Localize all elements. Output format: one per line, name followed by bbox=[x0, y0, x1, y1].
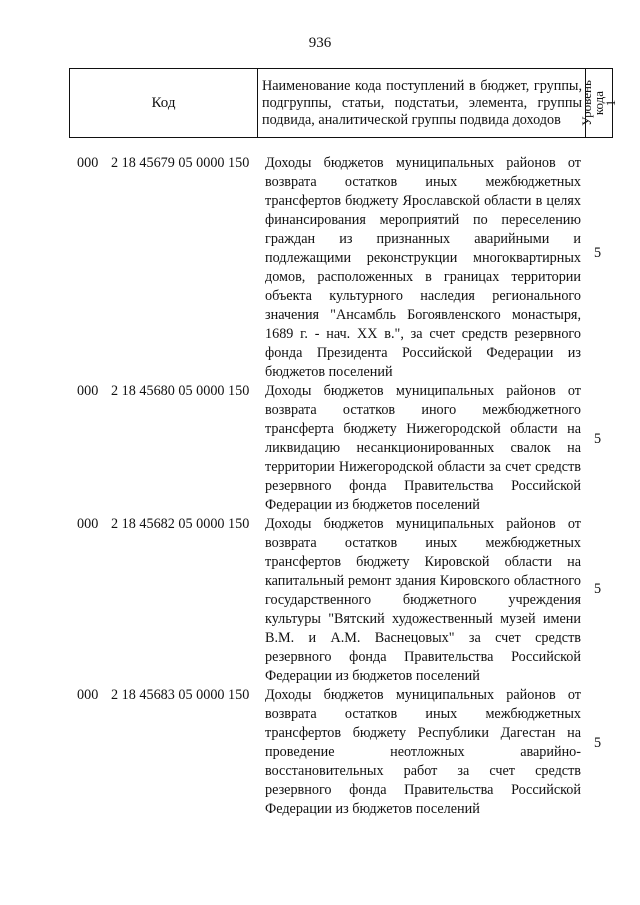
row-description: Доходы бюджетов муниципальных районов от возврата остатков иных межбюджетных трансфертов бюджету Республики Дагестан на проведение неотложных аварийно-восстановительных работ за счет средств резервного фонда Правительства Российской Федерации из бюджетов поселений bbox=[265, 687, 581, 817]
table-row bbox=[0, 686, 640, 819]
header-level-line1: Уровень bbox=[579, 80, 594, 126]
income-code: 2 18 45680 05 0000 150 bbox=[111, 383, 250, 399]
row-code bbox=[77, 154, 249, 173]
row-level: 5 bbox=[594, 581, 602, 597]
table-header bbox=[69, 68, 618, 138]
row-description: Доходы бюджетов муниципальных районов от возврата остатков иных межбюджетных трансфертов бюджету Ярославской области в целях финансирования мероприятий по переселению граждан из признанных аварийными и подлежащими реконструкции многоквартирных домов, расположенных в границах территории объекта культурного наследия регионального значения "Ансамбль Богоявленского монастыря, 1689 г. - нач. XX в.", за счет средств резервного фонда Президента Российской Федерации из бюджетов поселений bbox=[265, 155, 581, 380]
row-description: Доходы бюджетов муниципальных районов от возврата остатков иных межбюджетных трансфертов бюджету Кировской области на капитальный ремонт здания Кировского областного государственного бюджетного учреждения культуры "Вятский художественный музей имени В.М. и А.М. Васнецовых" за счет средств резервного фонда Правительства Российской Федерации из бюджетов поселений bbox=[265, 516, 581, 684]
income-code: 2 18 45683 05 0000 150 bbox=[111, 687, 250, 703]
header-code: Код bbox=[70, 69, 258, 138]
table-row bbox=[0, 382, 640, 515]
row-level: 5 bbox=[594, 245, 602, 261]
header-level-line2: кода bbox=[591, 90, 606, 116]
admin-code: 000 bbox=[77, 383, 99, 399]
row-code bbox=[77, 515, 249, 534]
header-name: Наименование кода поступлений в бюджет, группы, подгруппы, статьи, подстатьи, элемента, группы подвида, аналитической группы подвида доходов bbox=[258, 69, 586, 138]
income-code: 2 18 45679 05 0000 150 bbox=[111, 155, 250, 171]
row-level: 5 bbox=[594, 735, 602, 751]
admin-code: 000 bbox=[77, 687, 99, 703]
row-level: 5 bbox=[594, 431, 602, 447]
header-level-line3: 1 bbox=[603, 99, 618, 107]
header-level bbox=[579, 69, 618, 138]
row-code bbox=[77, 382, 249, 401]
page-number: 936 bbox=[308, 35, 332, 51]
admin-code: 000 bbox=[77, 516, 99, 532]
row-code bbox=[77, 686, 249, 705]
income-code: 2 18 45682 05 0000 150 bbox=[111, 516, 250, 532]
admin-code: 000 bbox=[77, 155, 99, 171]
table-row bbox=[0, 515, 640, 686]
row-description: Доходы бюджетов муниципальных районов от возврата остатков иного межбюджетного трансферта бюджету Нижегородской области на ликвидацию несанкционированных свалок на территории Нижегородской области за счет средств резервного фонда Правительства Российской Федерации из бюджетов поселений bbox=[265, 383, 581, 513]
table-body bbox=[0, 154, 640, 819]
table-row bbox=[0, 154, 640, 382]
